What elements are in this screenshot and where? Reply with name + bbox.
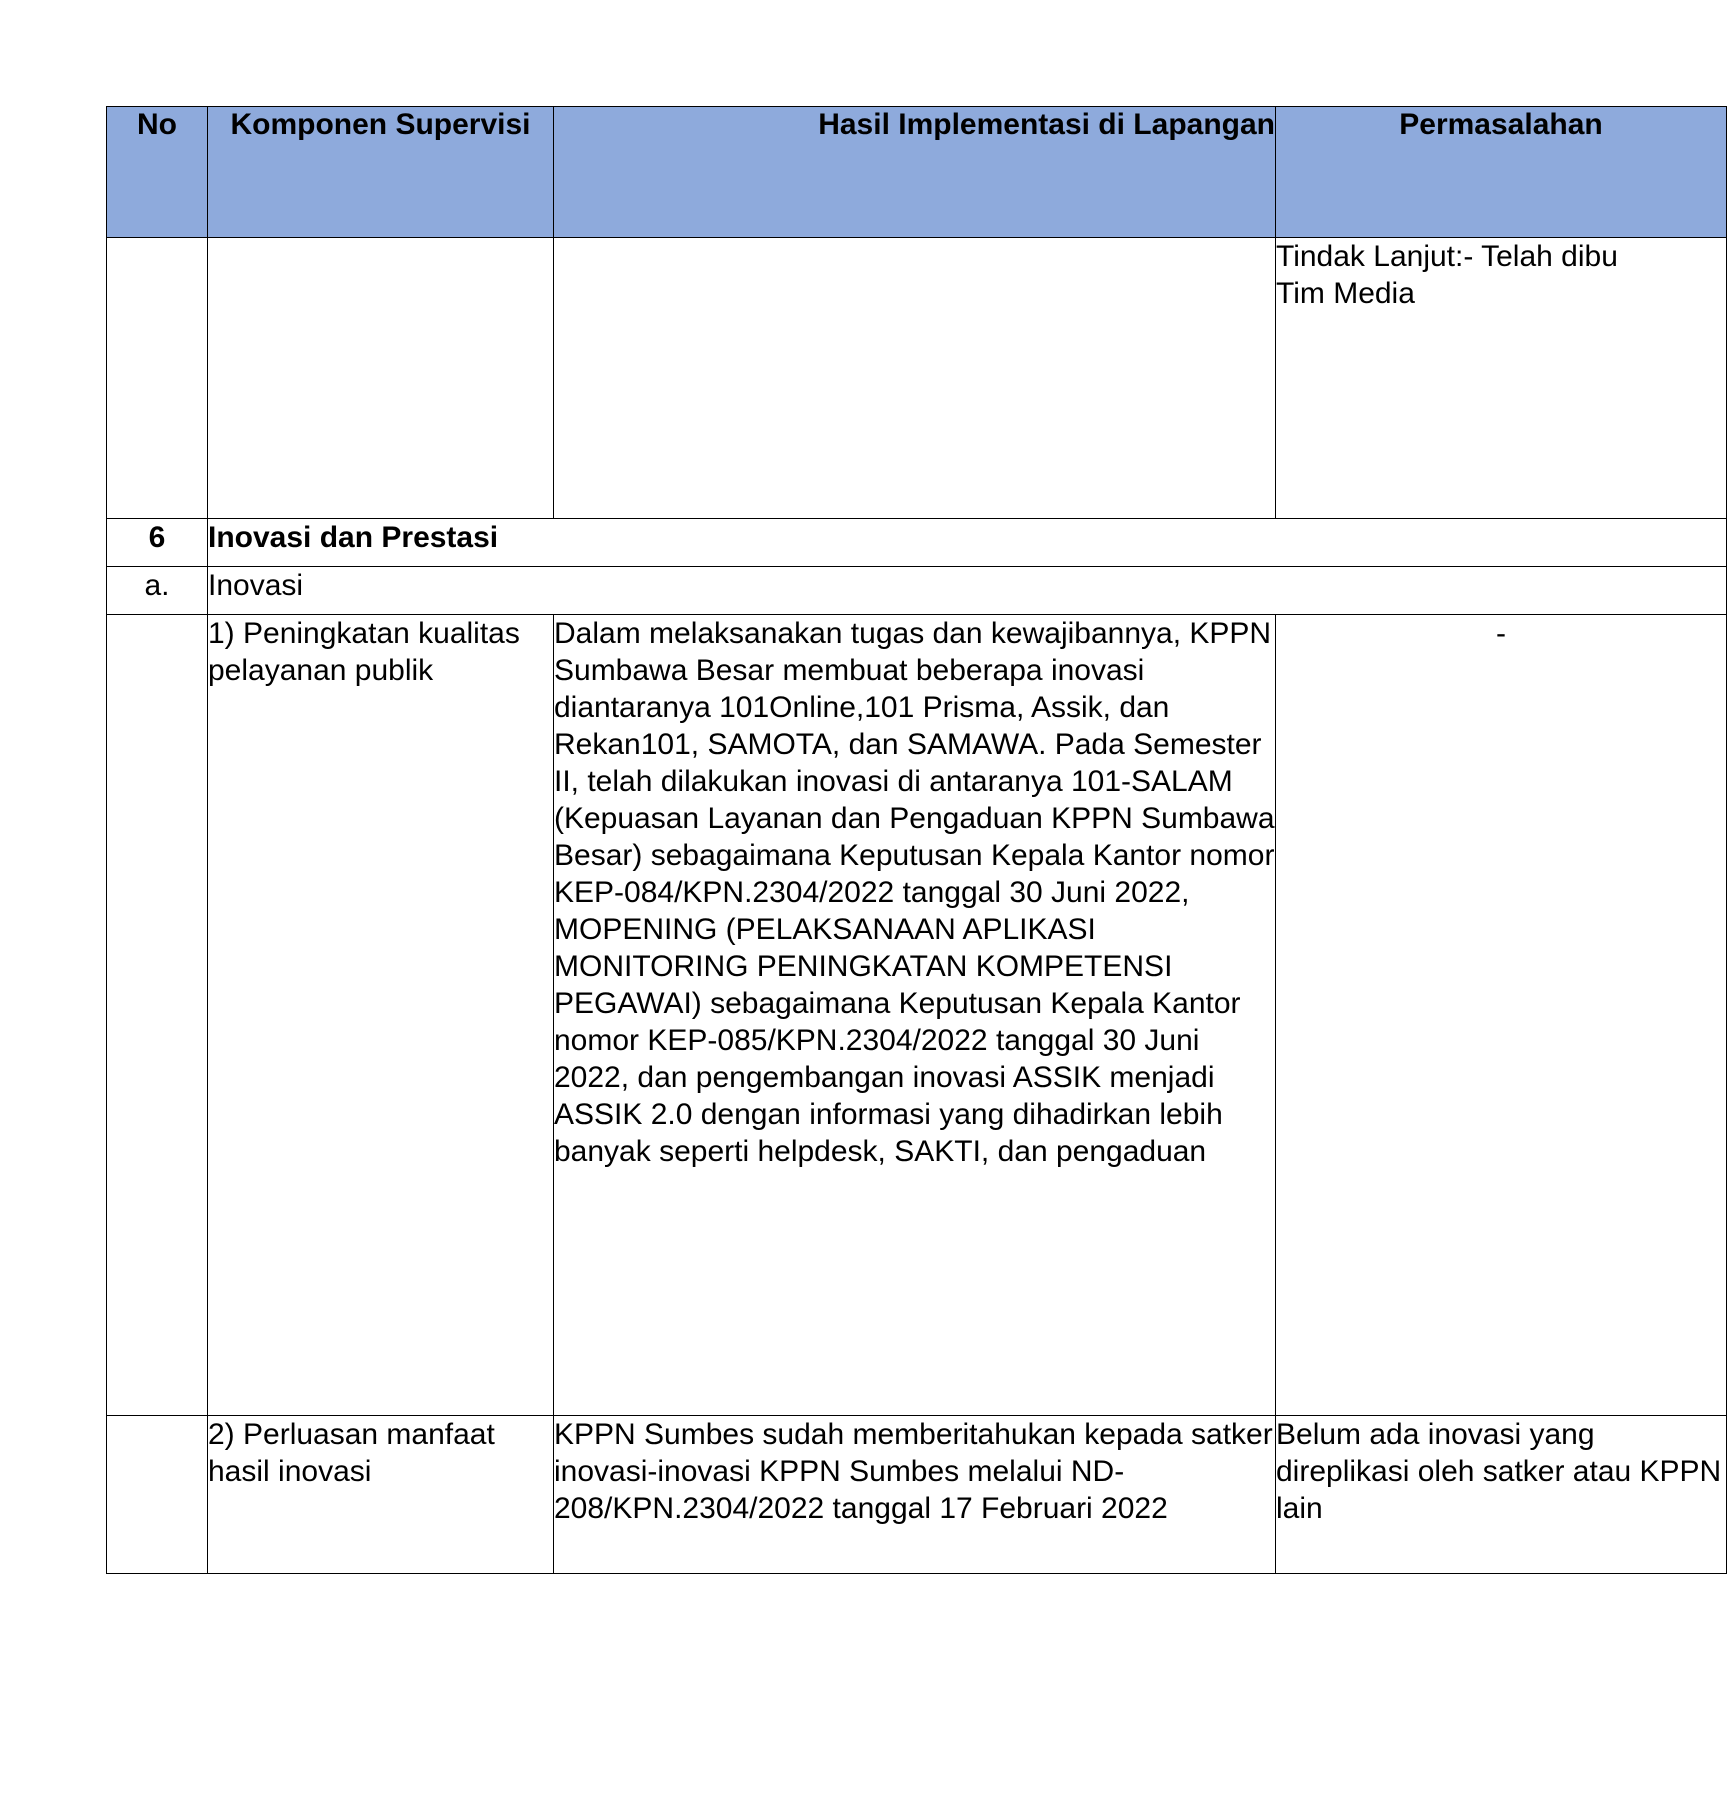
section-title: Inovasi dan Prestasi	[208, 519, 1727, 567]
subsection-row	[107, 567, 1727, 615]
row-1-no-cell	[107, 615, 208, 1416]
row-1-komponen: 1) Peningkatan kualitas pelayanan publik	[208, 615, 554, 1416]
table-row	[107, 1416, 1727, 1574]
continuation-permasalahan-cell	[1276, 238, 1727, 519]
tim-media-text: Tim Media	[1276, 277, 1415, 310]
tindak-lanjut-text: Tindak Lanjut:- Telah dibu	[1276, 240, 1618, 273]
row-2-permasalahan: Belum ada inovasi yang direplikasi oleh satker atau KPPN lain	[1276, 1416, 1727, 1574]
table-header-row	[107, 107, 1727, 238]
continuation-row	[107, 238, 1727, 519]
row-2-komponen: 2) Perluasan manfaat hasil inovasi	[208, 1416, 554, 1574]
row-1-permasalahan: -	[1276, 615, 1727, 1416]
continuation-no-cell	[107, 238, 208, 519]
row-2-no-cell	[107, 1416, 208, 1574]
table-row	[107, 615, 1727, 1416]
continuation-hasil-cell	[554, 238, 1276, 519]
row-2-hasil: KPPN Sumbes sudah memberitahukan kepada satker inovasi-inovasi KPPN Sumbes melalui ND-208/KPN.2304/2022 tanggal 17 Februari 2022	[554, 1416, 1276, 1574]
header-komponen-supervisi: Komponen Supervisi	[208, 107, 554, 238]
header-hasil-implementasi: Hasil Implementasi di Lapangan	[554, 107, 1276, 238]
header-permasalahan: Permasalahan	[1276, 107, 1727, 238]
supervision-table	[106, 106, 1727, 1574]
section-number: 6	[107, 519, 208, 567]
subsection-title: Inovasi	[208, 567, 1727, 615]
continuation-komponen-cell	[208, 238, 554, 519]
section-row	[107, 519, 1727, 567]
header-no: No	[107, 107, 208, 238]
row-1-hasil: Dalam melaksanakan tugas dan kewajibannya, KPPN Sumbawa Besar membuat beberapa inovasi diantaranya 101Online,101 Prisma, Assik, dan Rekan101, SAMOTA, dan SAMAWA. Pada Semester II, telah dilakukan inovasi di antaranya 101-SALAM (Kepuasan Layanan dan Pengaduan KPPN Sumbawa Besar) sebagaimana Keputusan Kepala Kantor nomor KEP-084/KPN.2304/2022 tanggal 30 Juni 2022, MOPENING (PELAKSANAAN APLIKASI MONITORING PENINGKATAN KOMPETENSI PEGAWAI) sebagaimana Keputusan Kepala Kantor nomor KEP-085/KPN.2304/2022 tanggal 30 Juni 2022, dan pengembangan inovasi ASSIK menjadi ASSIK 2.0 dengan informasi yang dihadirkan lebih banyak seperti helpdesk, SAKTI, dan pengaduan	[554, 615, 1276, 1416]
subsection-number: a.	[107, 567, 208, 615]
